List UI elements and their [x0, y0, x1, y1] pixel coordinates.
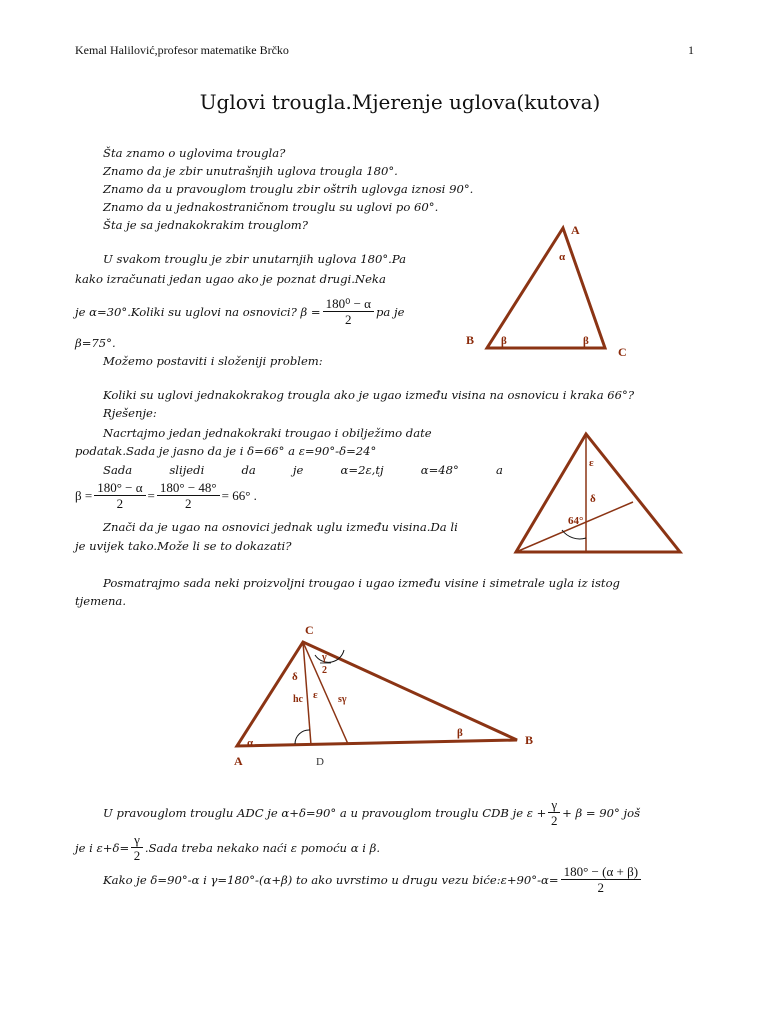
solution-w3: da [241, 463, 256, 477]
solution-w7: a [496, 463, 503, 477]
fig3-gamma-arc [315, 650, 344, 662]
para4-frac-2-den: 2 [133, 848, 141, 863]
fig2-angle-64: 64° [568, 515, 584, 527]
para1-line-1: U svakom trouglu je zbir unutarnjih uglova 180°.Pa [103, 252, 407, 266]
fig3-hc: hc [293, 694, 303, 705]
fig3-label-c: C [305, 623, 314, 637]
para4-frac-1 [548, 797, 560, 828]
solution-line-1-text: Nacrtajmo jedan jednakokraki trougao i obilježimo date [103, 426, 432, 440]
fig1-beta-left: β [501, 335, 507, 347]
fig3-gamma-num: γ [322, 652, 327, 663]
para4-line-1 [103, 797, 640, 828]
solution-line-6: je uvijek tako.Može li se to dokazati? [75, 539, 292, 553]
para4-frac-1-num: γ [548, 797, 560, 813]
solution-line-3 [103, 461, 503, 479]
para4-line-2 [75, 832, 380, 863]
solution-frac-1 [94, 480, 145, 511]
para1-line-3 [75, 296, 404, 327]
page-title: Uglovi trougla.Mjerenje uglova(kutova) [199, 90, 601, 114]
figure-triangle-height-bisector [225, 618, 545, 773]
solution-frac-1-den: 2 [116, 496, 124, 511]
header-author: Kemal Halilović,profesor matematike Brčko [75, 43, 289, 57]
solution-frac-2-den: 2 [185, 496, 192, 511]
fig1-label-a: A [571, 223, 580, 237]
solution-frac-1-num: 180° − α [94, 480, 145, 496]
fig3-alpha: α [247, 737, 254, 749]
solution-w1: Sada [103, 463, 133, 477]
isosceles-shape [516, 434, 680, 552]
para1-line-2: kako izračunati jedan ugao ako je poznat drugi.Neka [75, 272, 386, 286]
fig3-beta: β [457, 727, 463, 739]
beta-formula-num: 180⁰ − α [323, 296, 374, 312]
para3-line-2: tjemena. [75, 594, 127, 608]
beta-formula [323, 296, 374, 327]
solution-label: Rješenje: [103, 406, 157, 420]
para4-line-3-text: Kako je δ=90°-α i γ=180°-(α+β) to ako uvrstimo u drugu vezu biće:ε+90°-α= [103, 872, 559, 887]
para4-frac-3-num: 180° − (α + β) [561, 864, 641, 880]
fig3-sg: sγ [338, 694, 347, 705]
solution-formula-end: = 66° . [221, 487, 257, 503]
fig3-label-d: D [316, 756, 324, 768]
fig1-label-b: B [466, 333, 475, 347]
intro-line-3: Znamo da u pravouglom trouglu zbir oštrih uglovga iznosi 90°. [103, 182, 474, 196]
para4-frac-2 [131, 832, 143, 863]
solution-line-2: podatak.Sada je jasno da je i δ=66° a ε=90°-δ=24° [75, 444, 377, 458]
solution-formula-eq: = [147, 487, 155, 503]
intro-line-2: Znamo da je zbir unutrašnjih uglova trougla 180°. [103, 164, 398, 178]
solution-formula [75, 480, 257, 511]
triangle-adb-shape [237, 642, 517, 746]
figure-triangle-abc [460, 220, 650, 365]
para4-frac-1-den: 2 [550, 813, 558, 828]
question: Koliki su uglovi jednakokrakog trougla ako je ugao između visina na osnovicu i kraka 66°? [103, 388, 635, 402]
para4-frac-2-num: γ [131, 832, 143, 848]
para4-line-3 [103, 864, 643, 895]
fig3-label-a: A [234, 754, 243, 768]
fig3-gamma-den: 2 [322, 665, 327, 676]
solution-line-1 [103, 424, 503, 442]
intro-line-4: Znamo da u jednakostraničnom trouglu su uglovi po 60°. [103, 200, 439, 214]
para4-frac-3-den: 2 [597, 880, 605, 895]
fig1-label-c: C [618, 345, 627, 359]
solution-w6: α=48° [420, 463, 459, 477]
triangle-abc-shape [487, 228, 605, 348]
beta-formula-den: 2 [345, 312, 352, 327]
fig1-alpha: α [559, 251, 566, 263]
para1-line-3-end: pa je [375, 304, 405, 319]
fig3-right-angle-arc [295, 730, 310, 744]
fig2-delta: δ [590, 493, 596, 505]
para4-line-1-end: + β = 90° još [562, 805, 641, 820]
para3-line-1: Posmatrajmo sada neki proizvoljni trougao i ugao između visine i simetrale ugla iz istog [103, 576, 620, 590]
para1-line-3-text: je α=30°.Koliki su uglovi na osnovici? β = [75, 304, 321, 319]
solution-formula-start: β = [75, 487, 93, 503]
solution-w4: je [292, 463, 304, 477]
figure-isosceles-heights [510, 428, 690, 558]
solution-w2: slijedi [169, 463, 205, 477]
para4-frac-3 [561, 864, 641, 895]
fig1-beta-right: β [583, 335, 589, 347]
para1-line-5: Možemo postaviti i složeniji problem: [103, 354, 323, 368]
solution-line-5: Znači da je ugao na osnovici jednak uglu između visina.Da li [103, 520, 458, 534]
para4-line-1-text: U pravouglom trouglu ADC je α+δ=90° a u pravouglom trouglu CDB je ε + [103, 805, 547, 820]
solution-w5: α=2ε,tj [340, 463, 384, 477]
intro-line-5: Šta je sa jednakokrakim trouglom? [103, 218, 309, 232]
fig2-epsilon: ε [589, 457, 594, 469]
fig3-label-b: B [525, 733, 534, 747]
solution-frac-2-num: 180° − 48° [157, 480, 220, 496]
fig3-epsilon: ε [313, 689, 318, 701]
height-to-side [516, 502, 633, 552]
fig3-delta: δ [292, 671, 298, 683]
page-number: 1 [688, 43, 694, 57]
para1-line-4: β=75°. [75, 336, 116, 350]
para4-line-2-text: je i ε+δ= [75, 840, 130, 855]
intro-line-1: Šta znamo o uglovima trougla? [103, 146, 286, 160]
solution-frac-2 [157, 480, 220, 511]
para4-line-2-end: .Sada treba nekako naći ε pomoću α i β. [144, 840, 381, 855]
